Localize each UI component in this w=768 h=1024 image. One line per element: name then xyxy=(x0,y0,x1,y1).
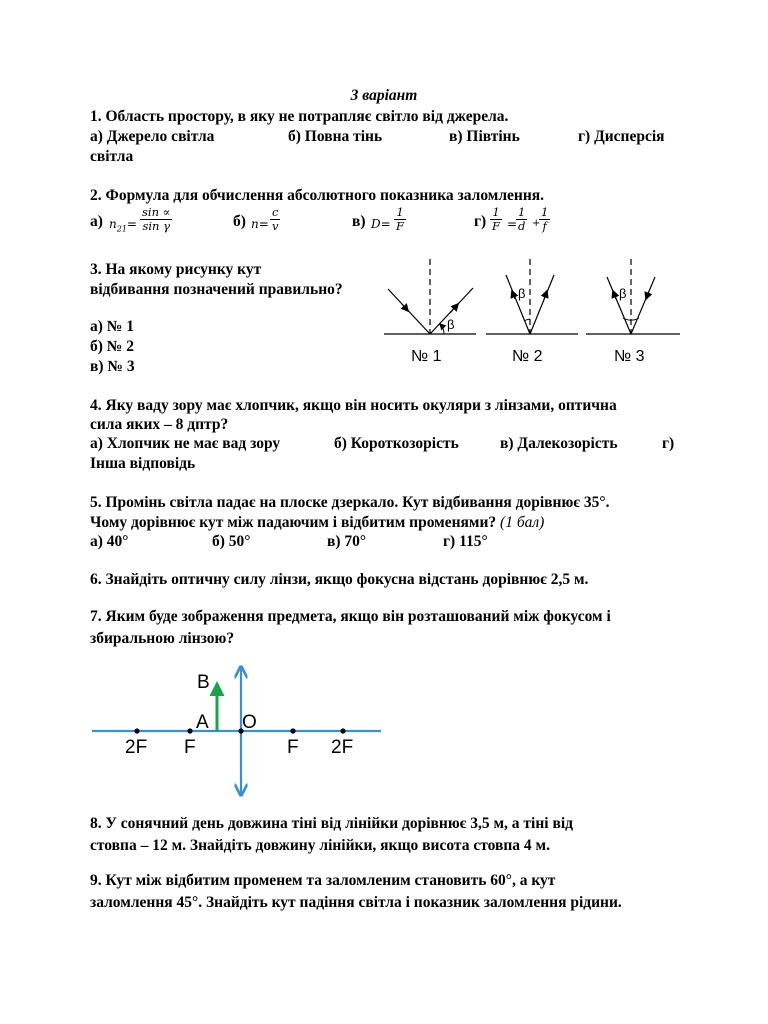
label-f-left: F xyxy=(184,737,196,758)
q5-question-line2: Чому дорівнює кут між падаючим і відбитим променями? (1 бал) xyxy=(90,514,545,531)
point-2f-left xyxy=(134,728,139,733)
figure-1-label: № 1 xyxy=(411,348,442,365)
q2-label-d: г) xyxy=(474,213,487,230)
angle-beta-label: β xyxy=(447,317,455,332)
q2-label-a: а) xyxy=(90,213,103,230)
q4-option-b: б) Короткозорість xyxy=(334,435,459,452)
q1-option-d-tail: світла xyxy=(90,148,134,165)
q9-question-line2: заломлення 45°. Знайдіть кут падіння світла і показник заломлення рідини. xyxy=(90,894,622,911)
q5-option-b: б) 50° xyxy=(212,533,251,550)
q7-question-line1: 7. Яким буде зображення предмета, якщо він розташований між фокусом і xyxy=(90,608,611,625)
q4-question-line1: 4. Яку ваду зору має хлопчик, якщо він носить окуляри з лінзами, оптична xyxy=(90,397,617,414)
q1-option-b: б) Повна тінь xyxy=(288,128,383,145)
q2-formula-d-frac3: $\frac{1}{f}$ xyxy=(541,205,549,233)
q3-question-line2: відбивання позначений правильно? xyxy=(90,281,343,298)
q3-option-c: в) № 3 xyxy=(90,358,135,375)
figure-2 xyxy=(486,259,578,365)
q2-formula-a-lhs: $n_{21}=$ xyxy=(109,217,137,234)
label-2f-right: 2F xyxy=(331,737,354,758)
angle-beta-label: β xyxy=(619,286,627,301)
point-2f-right xyxy=(340,728,345,733)
q1-option-a: а) Джерело світла xyxy=(90,128,215,145)
q4-option-d: г) xyxy=(662,435,675,452)
reflected-arrow xyxy=(544,291,547,299)
q2-formula-a-fraction: $\frac{\sin \propto}{\text{sin γ}}$ xyxy=(142,205,171,233)
figure-3 xyxy=(586,259,680,365)
q2-formula-b-lhs: n= xyxy=(251,217,269,231)
figure-3-label: № 3 xyxy=(614,348,645,365)
q5-option-d: г) 115° xyxy=(443,533,488,550)
q2-formula-c-lhs: D= xyxy=(371,217,391,231)
q7-question-line2: збиральною лінзою? xyxy=(90,630,235,647)
q6-question: 6. Знайдіть оптичну силу лінзи, якщо фокусна відстань дорівнює 2,5 м. xyxy=(90,571,589,588)
reflection-figures xyxy=(378,255,688,370)
q3-option-b: б) № 2 xyxy=(90,338,134,355)
lens-diagram xyxy=(90,662,390,802)
q8-question-line2: стовпа – 12 м. Знайдіть довжину лінійки, якщо висота стовпа 4 м. xyxy=(90,837,550,854)
q2-formula-b-fraction: $\frac{c}{v}$ xyxy=(272,205,279,233)
label-a: A xyxy=(196,712,209,733)
angle-arc xyxy=(440,324,444,334)
reflected-arrow xyxy=(450,304,458,313)
incident-ray xyxy=(388,289,430,334)
q4-question-line2: сила яких – 8 дптр? xyxy=(90,416,229,433)
incident-ray xyxy=(506,275,530,334)
q8-question-line1: 8. У сонячний день довжина тіні від лінійки дорівнює 3,5 м, а тіні від xyxy=(90,815,573,832)
q2-formula-d-eq: = xyxy=(507,217,518,231)
label-o: O xyxy=(242,712,257,733)
q1-question: 1. Область простору, в яку не потрапляє світло від джерела. xyxy=(90,108,509,125)
q2-question: 2. Формула для обчислення абсолютного показника заломлення. xyxy=(90,187,545,204)
figure-2-label: № 2 xyxy=(512,348,543,365)
q2-formula-c-fraction: $\frac{1}{F}$ xyxy=(396,205,404,233)
q2-formula-d-plus: + xyxy=(532,218,541,229)
q1-option-d: г) Дисперсія xyxy=(578,128,665,145)
angle-beta-label: β xyxy=(518,286,526,301)
q1-option-c: в) Півтінь xyxy=(449,128,520,145)
q3-question-line1: 3. На якому рисунку кут xyxy=(90,261,262,278)
reflected-arrow xyxy=(646,291,649,299)
q4-option-d-tail: Інша відповідь xyxy=(90,455,196,472)
label-f-right: F xyxy=(287,737,299,758)
q2-formula-d-frac1: $\frac{1}{F}$ xyxy=(492,205,500,233)
q2-label-b: б) xyxy=(233,213,246,230)
point-f-right xyxy=(290,728,295,733)
variant-title: 3 варіант xyxy=(350,87,418,104)
label-2f-left: 2F xyxy=(125,737,148,758)
figure-1 xyxy=(384,259,476,365)
q5-question-line1: 5. Промінь світла падає на плоске дзеркало. Кут відбивання дорівнює 35°. xyxy=(90,494,610,511)
label-b: B xyxy=(197,672,210,693)
incident-arrow xyxy=(402,304,408,311)
reflected-ray xyxy=(631,277,655,334)
reflected-ray xyxy=(530,275,554,334)
q2-label-c: в) xyxy=(352,213,366,230)
q2-formula-d-frac2: $\frac{1}{d}$ xyxy=(518,205,526,233)
incident-arrow xyxy=(613,291,616,299)
q4-option-a: а) Хлопчик не має вад зору xyxy=(90,435,281,452)
q5-option-c: в) 70° xyxy=(327,533,367,550)
q9-question-line1: 9. Кут між відбитим променем та заломленим становить 60°, а кут xyxy=(90,872,556,889)
angle-arc xyxy=(524,319,530,321)
q5-points: (1 бал) xyxy=(500,514,545,531)
q4-option-c: в) Далекозорість xyxy=(500,435,618,452)
point-f-left xyxy=(187,728,192,733)
q3-option-a: а) № 1 xyxy=(90,318,134,335)
q5-option-a: а) 40° xyxy=(90,533,129,550)
